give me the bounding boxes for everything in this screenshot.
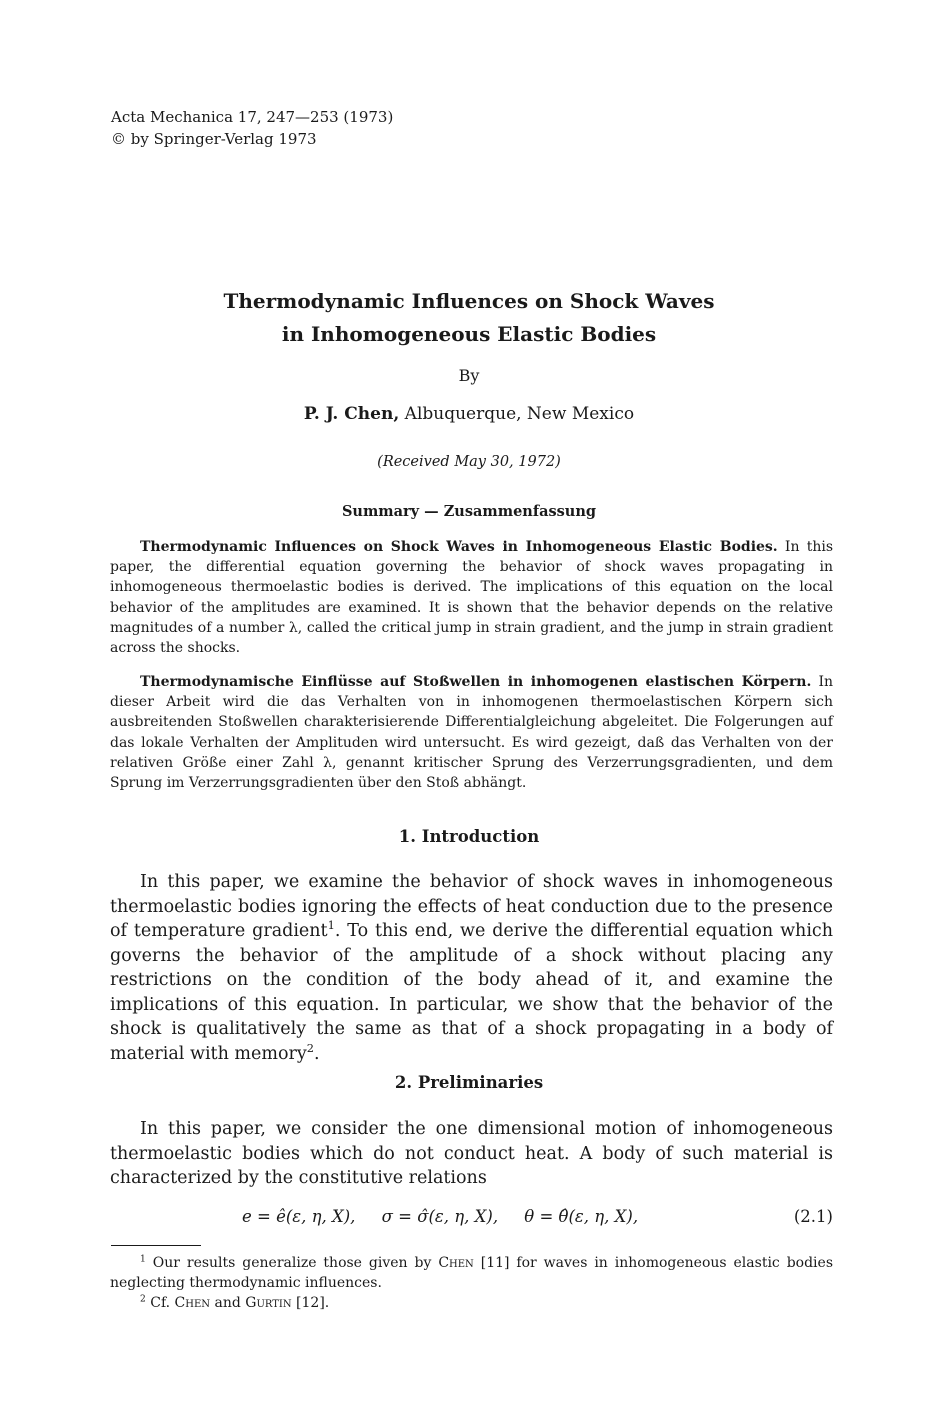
journal-citation: Acta Mechanica 17, 247—253 (1973) — [111, 108, 394, 126]
footnote-2: $^2$ Cf. Chen and Gurtin [12]. — [140, 1294, 330, 1311]
abstract-german-title: Thermodynamische Einflüsse auf Stoßwellen in inhomogenen elastischen Körpern. — [140, 674, 812, 690]
abstract-german — [110, 672, 833, 793]
author-line — [0, 404, 938, 424]
equation-expression: e = ê(ε, η, X), σ = σ̂(ε, η, X), θ = θ̂(ε, η, X), — [242, 1207, 639, 1226]
byline: By — [458, 366, 480, 385]
footnotes — [110, 1253, 833, 1313]
footnote-divider — [111, 1245, 201, 1246]
author-affiliation: Albuquerque, New Mexico — [404, 404, 635, 424]
introduction-paragraph: In this paper, we examine the behavior of shock waves in inhomogeneous thermoelastic bodies ignoring the effects of heat conduction due to the presence of temperature gradient$^1$. To this end, we derive the differential equation which governs the behavior of the amplitude of a shock without placing any restrictions on the condition of the body ahead of it, and examine the implications of this equation. In particular, we show that the behavior of the shock is qualitatively the same as that of a shock propagating in a body of material with memory$^2$. — [110, 872, 833, 1064]
abstract-english-text: In this paper, the differential equation governing the behavior of shock waves propagating in inhomogeneous thermoelastic bodies is derived. The implications of this equation on the local behavior of the amplitudes are examined. It is shown that the behavior depends on the relative magnitudes of a number λ, called the critical jump in strain gradient, and the jump in strain gradient across the shocks. — [110, 539, 833, 657]
section-preliminaries-heading: 2. Preliminaries — [394, 1073, 544, 1092]
summary-heading: Summary — Zusammenfassung — [341, 503, 597, 520]
title-line-2: in Inhomogeneous Elastic Bodies — [281, 322, 657, 346]
received-date: (Received May 30, 1972) — [377, 454, 561, 470]
abstract-german-text: In dieser Arbeit wird die das Verhalten von in inhomogenen thermoelastischen Körpern sich ausbreitenden Stoßwellen charakterisierende Differentialgleichung abgeleitet. Die Folgerungen auf das lokale Verhalten der Amplituden wird untersucht. Es wird gezeigt, daß das Verhalten von der relativen Größe einer Zahl λ, genannt kritischer Sprung des Verzerrungsgradienten, und dem Sprung im Verzerrungsgradienten über den Stoß abhängt. — [110, 674, 833, 792]
abstract-english — [110, 537, 833, 658]
copyright-notice: © by Springer-Verlag 1973 — [111, 130, 317, 148]
footnote-ref-2[interactable]: 2 — [306, 1040, 314, 1055]
section-introduction-heading: 1. Introduction — [398, 827, 540, 846]
paper-title — [0, 285, 938, 351]
equation-number: (2.1) — [793, 1207, 833, 1226]
footnote-ref-1[interactable]: 1 — [327, 918, 335, 933]
preliminaries-paragraph: In this paper, we consider the one dimensional motion of inhomogeneous thermoelastic bodies which do not conduct heat. A body of such material is characterized by the constitutive relations — [110, 1119, 833, 1188]
abstract-english-title: Thermodynamic Influences on Shock Waves in Inhomogeneous Elastic Bodies. — [140, 539, 778, 555]
journal-masthead — [111, 106, 393, 150]
title-line-1: Thermodynamic Influences on Shock Waves — [223, 289, 715, 313]
author-name: P. J. Chen, — [303, 404, 400, 424]
footnote-1: $^1$ Our results generalize those given by Chen [11] for waves in inhomogeneous elastic bodies neglecting thermodynamic influences. — [110, 1254, 834, 1291]
